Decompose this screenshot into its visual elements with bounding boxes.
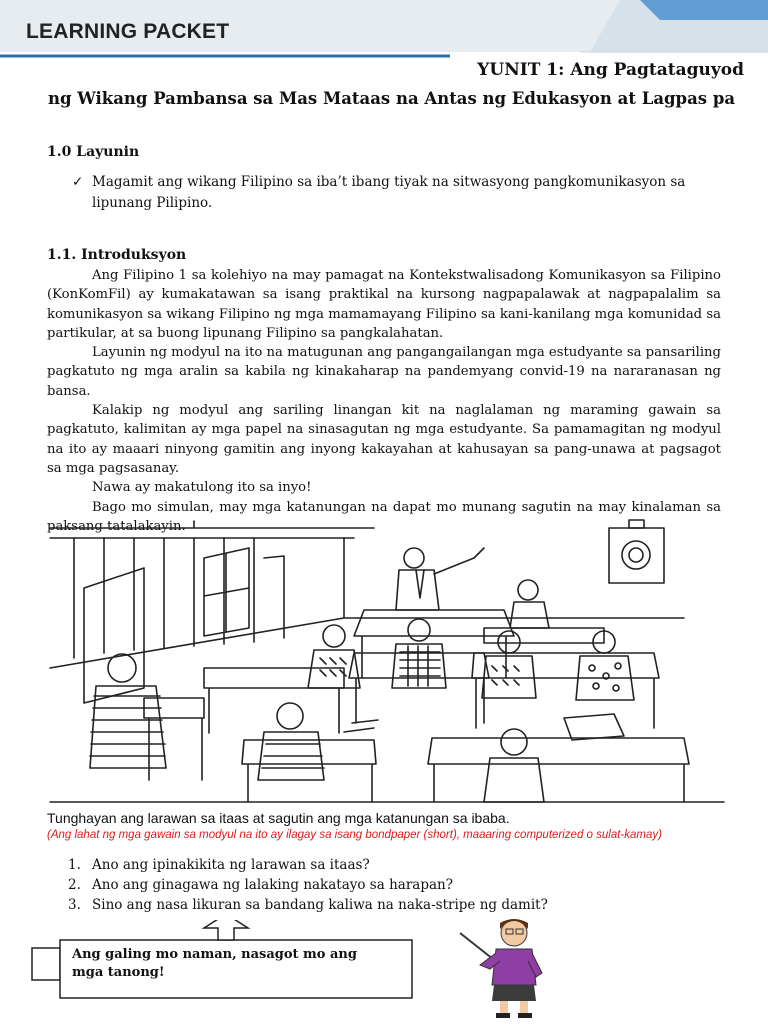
layunin-heading: 1.0 Layunin bbox=[47, 144, 140, 160]
activity-instruction: Tunghayan ang larawan sa itaas at sagutin ang mga katanungan sa ibaba. bbox=[47, 810, 510, 826]
unit-title-line2: ng Wikang Pambansa sa Mas Mataas na Antas ng Edukasyon at Lagpas pa bbox=[48, 89, 736, 108]
intro-paragraph: Nawa ay makatulong ito sa inyo! bbox=[92, 480, 312, 496]
question-list bbox=[68, 855, 548, 915]
classroom-drawing-icon bbox=[44, 518, 728, 804]
list-item bbox=[68, 875, 548, 895]
layunin-text: Magamit ang wikang Filipino sa iba’t ibang tiyak na sitwasyong pangkomunikasyon sa lipunang Pilipino. bbox=[92, 174, 686, 211]
intro-paragraph: Layunin ng modyul na ito na matugunan ang pangangailangan mga estudyante sa pansariling pagkatuto ng mga aralin sa kabila ng kinakaharap na pandemyang convid-19 na nararanasan ng bansa. bbox=[47, 345, 721, 399]
activity-note: (Ang lahat ng mga gawain sa modyul na ito ay ilagay sa isang bondpaper (short), maaaring computerized o sulat-kamay) bbox=[47, 829, 662, 841]
list-item bbox=[68, 855, 548, 875]
introduksyon-body bbox=[47, 266, 721, 536]
teacher-pointer-icon bbox=[450, 915, 570, 1020]
question-text: Ano ang ipinakikita ng larawan sa itaas? bbox=[92, 857, 370, 873]
introduksyon-heading: 1.1. Introduksyon bbox=[47, 247, 187, 263]
packet-label: LEARNING PACKET bbox=[26, 20, 230, 43]
intro-paragraph: Bago mo simulan, may mga katanungan na dapat mo munang sagutin na may kinalaman sa paksang tatalakayin. bbox=[47, 499, 721, 534]
intro-paragraph: Ang Filipino 1 sa kolehiyo na may pamagat na Kontekstwalisadong Komunikasyon sa Filipino (KonKomFil) ay kumakatawan sa isang praktikal na kursong nagpapalawak at nagpapalalim sa komunikasyon sa wikang Filipino ng mga mamamayang Filipino sa kani-kanilang mga komunidad sa partikular, at sa buong lipunang Filipino sa pangkalahatan. bbox=[47, 268, 721, 341]
callout-text: Ang galing mo naman, nasagot mo ang mga tanong! bbox=[72, 947, 357, 980]
intro-paragraph: Kalakip ng modyul ang sariling linangan kit na naglalaman ng maraming gawain sa pagkatuto, kalimitan ay mga papel na sinasagutan ng mga estudyante. Sa pamamagitan ng modyul na ito ay maaari ninyong gamitin ang inyong kakayahan at kahusayan sa pang-unawa at pagsagot sa mga pagsasanay. bbox=[47, 403, 721, 476]
question-number: 3. bbox=[68, 897, 81, 913]
question-text: Ano ang ginagawa ng lalaking nakatayo sa harapan? bbox=[92, 877, 453, 893]
unit-title-line1: YUNIT 1: Ang Pagtataguyod bbox=[477, 60, 744, 80]
list-item bbox=[68, 895, 548, 915]
question-text: Sino ang nasa likuran sa bandang kaliwa na naka-stripe ng damit? bbox=[92, 897, 548, 913]
question-number: 1. bbox=[68, 857, 81, 873]
checkmark-icon: ✓ bbox=[72, 174, 84, 190]
question-number: 2. bbox=[68, 877, 81, 893]
